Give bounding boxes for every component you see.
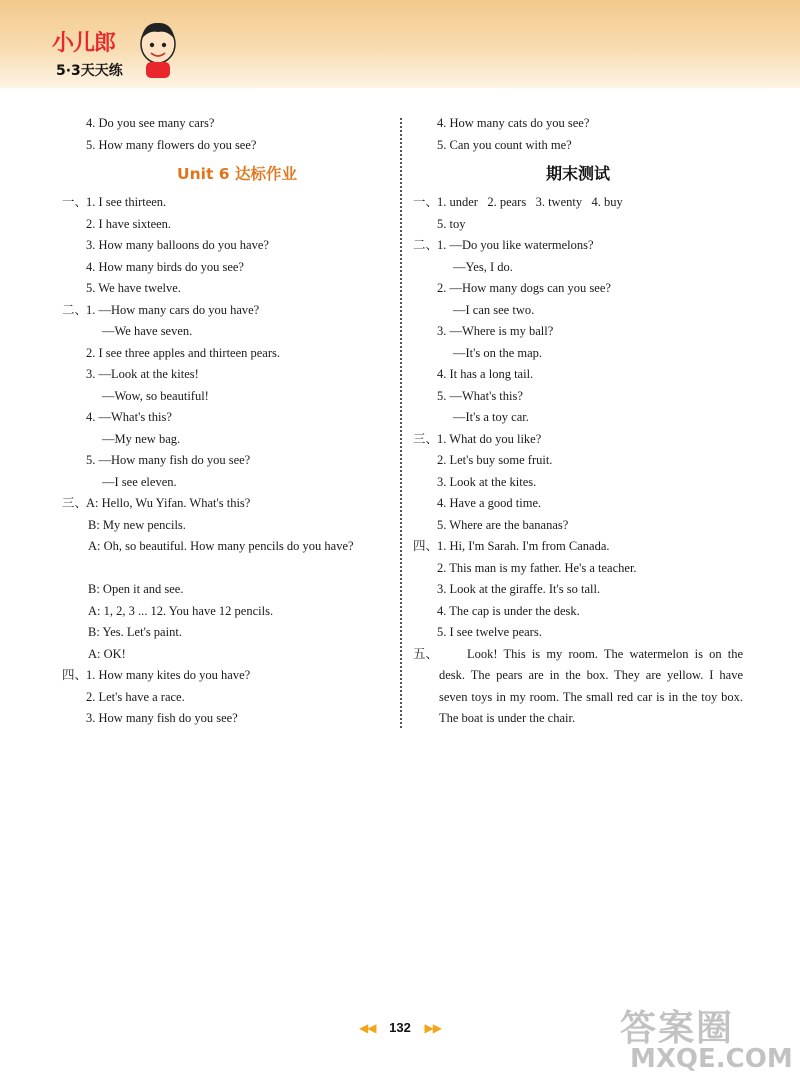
answer-line: 5. We have twelve. [86,281,181,295]
answer-line: 3. Look at the kites. [437,474,537,489]
answer-line: 3. How many balloons do you have? [86,238,269,252]
answer-line: 3. Look at the giraffe. It's so tall. [437,582,601,596]
answer-line: 5. How many flowers do you see? [86,137,257,152]
answer-line: —It's a toy car. [453,410,529,424]
answer-line: —I can see two. [453,302,535,317]
logo-title: 小儿郎 [52,31,116,56]
answer-line: —My new bag. [102,431,181,446]
answer-line: 1. I see thirteen. [86,195,167,209]
section-label: 四、 [413,539,439,553]
answer-line: 4. It has a long tail. [437,367,534,381]
answer-line: 1. What do you like? [437,431,542,446]
answer-line: —I see eleven. [102,474,177,489]
watermark-top: 答案圈 [620,1008,735,1049]
section-label: 一、 [413,195,439,209]
section-2 [413,235,743,257]
answer-line: —It's on the map. [453,345,543,360]
answer-line: 5. —What's this? [437,388,523,403]
passage-text [413,644,743,730]
section-label: 三、 [62,496,88,510]
answer-line: 4. How many cats do you see? [437,116,590,130]
answer-line: 5. toy [437,216,466,231]
answer-line: 3. —Look at the kites! [86,367,199,381]
section-5 [413,644,743,730]
answer-line: 2. I have sixteen. [86,216,172,231]
answer-line: 5. Can you count with me? [437,137,572,152]
answer-line: 5. —How many fish do you see? [86,453,251,467]
section-3 [62,493,392,515]
boy-mascot-icon [134,18,182,80]
answer-line: 2. This man is my father. He's a teacher. [437,560,637,575]
section-1 [62,192,392,214]
answer-line: 5. Where are the bananas? [437,517,569,532]
brand-logo [48,14,188,84]
final-test-heading: 期末测试 [545,164,610,183]
section-1 [413,192,743,214]
answer-line: 4. The cap is under the desk. [437,603,580,618]
answer-line: —Yes, I do. [453,259,513,274]
answer-line: 2. Let's have a race. [86,689,185,704]
answer-line: 1. —How many cars do you have? [86,302,260,317]
answer-line: 4. Have a good time. [437,496,542,510]
answer-line: 2. Let's buy some fruit. [437,453,553,467]
dialogue-line: A: Oh, so beautiful. How many pencils do you have? [88,539,354,553]
section-2 [62,300,392,322]
answer-line: 2. I see three apples and thirteen pears. [86,345,281,360]
unit-6-heading: Unit 6 达标作业 [177,165,297,183]
next-arrows-icon: ▶▶ [424,1021,441,1035]
answer-line: —We have seven. [102,324,193,338]
section-4 [413,536,743,558]
section-label: 一、 [62,195,88,209]
page-number: 132 [389,1020,411,1035]
left-column [62,113,392,730]
section-label: 五、 [413,646,439,661]
section-label: 四、 [62,668,88,682]
dialogue-line: B: Yes. Let's paint. [88,625,182,639]
dialogue-line: A: OK! [88,646,126,661]
answer-line: 3. —Where is my ball? [437,324,554,338]
answer-line: 1. —Do you like watermelons? [437,238,594,252]
watermark-bottom: MXQE.COM [630,1044,793,1074]
answer-line: 1. Hi, I'm Sarah. I'm from Canada. [437,539,610,553]
section-3 [413,429,743,451]
section-label: 三、 [413,431,439,446]
dialogue-line: A: 1, 2, 3 ... 12. You have 12 pencils. [88,603,274,618]
prev-arrows-icon: ◀◀ [359,1021,376,1035]
section-label: 二、 [413,238,439,252]
answer-line: 2. —How many dogs can you see? [437,281,611,295]
answer-line: 1. How many kites do you have? [86,668,251,682]
dialogue-line: A: Hello, Wu Yifan. What's this? [86,496,251,510]
answer-line: 5. I see twelve pears. [437,625,542,639]
right-column [413,113,743,730]
answer-line: 4. —What's this? [86,410,172,424]
site-watermark [620,1000,800,1079]
dialogue-line: B: My new pencils. [88,517,186,532]
passage-body: Look! This is my room. The watermelon is on the desk. The pears are in the box. They are yellow. I have seven toys in my room. The small red car is in the toy box. The boat is under the chair. [439,646,743,725]
answer-line: 3. How many fish do you see? [86,711,238,725]
section-4 [62,665,392,687]
dialogue-line: B: Open it and see. [88,582,184,596]
answer-line: 1. under 2. pears 3. twenty 4. buy [437,195,623,209]
answer-line: 4. How many birds do you see? [86,259,244,274]
column-divider [400,118,402,728]
section-label: 二、 [62,302,88,317]
logo-subtitle: 5·3天天练 [56,63,123,79]
answer-line: —Wow, so beautiful! [102,388,209,403]
answer-line: 4. Do you see many cars? [86,116,215,130]
